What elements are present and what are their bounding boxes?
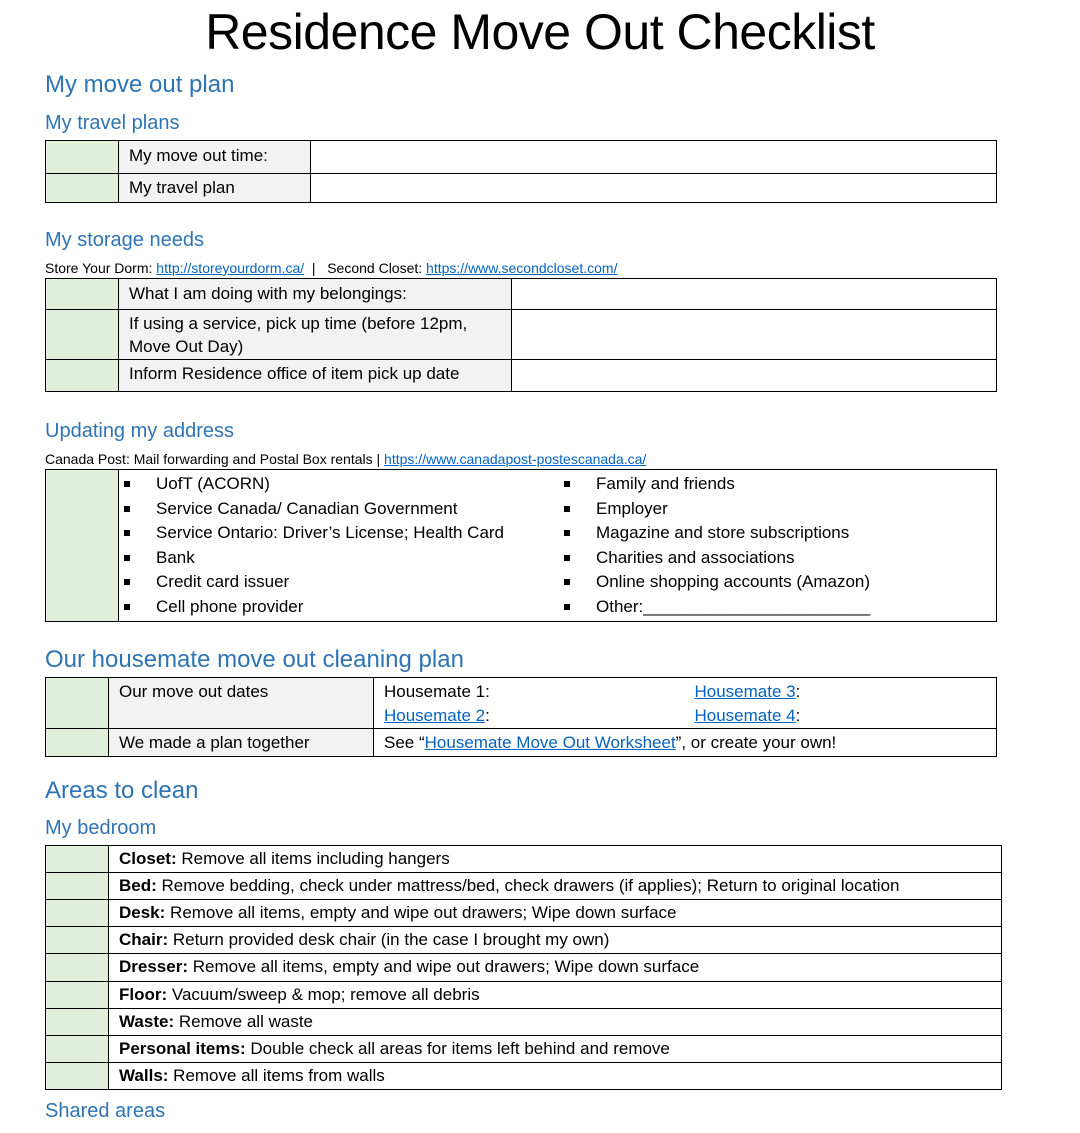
- list-item: Bank: [119, 546, 996, 571]
- answer-cell[interactable]: [512, 360, 997, 392]
- task-text: Return provided desk chair (in the case I brought my own): [168, 930, 610, 949]
- list-item: Credit card issuer: [119, 570, 996, 595]
- task-cell: [109, 927, 1002, 954]
- list-item: Online shopping accounts (Amazon): [559, 570, 870, 595]
- task-text: Vacuum/sweep & mop; remove all debris: [167, 985, 480, 1004]
- task-name: Dresser:: [119, 957, 188, 976]
- task-text: Double check all areas for items left behind and remove: [245, 1039, 670, 1058]
- colon: :: [795, 706, 801, 725]
- checkbox-cell[interactable]: [46, 900, 109, 927]
- checkbox-cell[interactable]: [46, 141, 119, 174]
- row-label: If using a service, pick up time (before 12pm, Move Out Day): [119, 310, 512, 360]
- task-text: Remove all items including hangers: [176, 849, 450, 868]
- checkbox-cell[interactable]: [46, 470, 119, 622]
- list-item: Service Ontario: Driver’s License; Health Card: [119, 521, 996, 546]
- table-row: [46, 954, 1002, 982]
- checkbox-cell[interactable]: [46, 1036, 109, 1063]
- address-table: [45, 469, 997, 622]
- table-row: [46, 846, 1002, 873]
- storage-table: [45, 278, 997, 392]
- page-title: Residence Move Out Checklist: [205, 4, 875, 60]
- shared-areas-heading: Shared areas: [45, 1100, 166, 1122]
- worksheet-note: [374, 729, 997, 757]
- task-cell: [109, 873, 1002, 900]
- housemates-left: [374, 678, 685, 729]
- row-label: My move out time:: [119, 141, 311, 174]
- table-row: [46, 279, 997, 310]
- housemate-4: [695, 704, 997, 728]
- list-item: Employer: [559, 497, 870, 522]
- task-cell: [109, 846, 1002, 873]
- second-closet-link[interactable]: https://www.secondcloset.com/: [426, 260, 618, 276]
- table-row: [46, 729, 997, 757]
- table-row: [46, 873, 1002, 900]
- checkbox-cell[interactable]: [46, 982, 109, 1009]
- task-text: Remove all items, empty and wipe out drawers; Wipe down surface: [165, 903, 677, 922]
- task-name: Desk:: [119, 903, 166, 922]
- checkbox-cell[interactable]: [46, 678, 109, 729]
- updating-address-heading: Updating my address: [45, 420, 234, 442]
- list-item: UofT (ACORN): [119, 472, 996, 497]
- row-label: Inform Residence office of item pick up date: [119, 360, 512, 392]
- table-row: [46, 982, 1002, 1009]
- cleaning-plan-heading: Our housemate move out cleaning plan: [45, 646, 464, 673]
- checkbox-cell[interactable]: [46, 846, 109, 873]
- table-row: [46, 360, 997, 392]
- travel-plans-table: [45, 140, 997, 203]
- row-label: We made a plan together: [109, 729, 374, 757]
- task-name: Closet:: [119, 849, 177, 868]
- answer-cell[interactable]: [311, 141, 997, 174]
- task-name: Floor:: [119, 985, 168, 1004]
- row-label: My travel plan: [119, 174, 311, 203]
- table-row: [46, 470, 997, 622]
- checkbox-cell[interactable]: [46, 729, 109, 757]
- housemate-4-link[interactable]: Housemate 4: [694, 706, 796, 725]
- table-row: [46, 927, 1002, 954]
- note-text: Store Your Dorm:: [45, 260, 157, 276]
- housemate-2: [384, 704, 685, 728]
- travel-plans-heading: My travel plans: [45, 112, 180, 134]
- colon: :: [795, 682, 801, 701]
- table-row: [46, 900, 1002, 927]
- canada-post-note: [45, 451, 646, 467]
- address-list-cell: [119, 470, 997, 622]
- task-cell: [109, 954, 1002, 982]
- task-cell: [109, 1009, 1002, 1036]
- note-text: Canada Post: Mail forwarding and Postal Box rentals |: [45, 451, 385, 467]
- task-name: Chair:: [119, 930, 169, 949]
- housemate-1-label: Housemate 1:: [384, 682, 490, 701]
- move-out-plan-heading: My move out plan: [45, 71, 235, 98]
- checkbox-cell[interactable]: [46, 954, 109, 982]
- checkbox-cell[interactable]: [46, 1009, 109, 1036]
- list-item: Family and friends: [559, 472, 870, 497]
- storage-needs-heading: My storage needs: [45, 229, 204, 251]
- my-bedroom-heading: My bedroom: [45, 817, 157, 839]
- housemates-right: [685, 678, 997, 729]
- table-row: [46, 1009, 1002, 1036]
- list-item: Charities and associations: [559, 546, 870, 571]
- areas-to-clean-heading: Areas to clean: [45, 777, 199, 804]
- task-text: Remove bedding, check under mattress/bed, check drawers (if applies); Return to original location: [156, 876, 900, 895]
- task-text: Remove all items from walls: [168, 1066, 385, 1085]
- note-text: ”, or create your own!: [675, 733, 837, 752]
- task-cell: [109, 900, 1002, 927]
- note-text: See “: [384, 733, 425, 752]
- note-text: | Second Closet:: [304, 260, 427, 276]
- housemate-2-link[interactable]: Housemate 2: [384, 706, 486, 725]
- address-list-right: [559, 472, 870, 620]
- row-label: What I am doing with my belongings:: [119, 279, 512, 310]
- answer-cell[interactable]: [512, 279, 997, 310]
- list-item: Other:________________________: [559, 595, 870, 620]
- storage-services-note: [45, 260, 617, 276]
- checkbox-cell[interactable]: [46, 360, 119, 392]
- task-cell: [109, 982, 1002, 1009]
- store-your-dorm-link[interactable]: http://storeyourdorm.ca/: [156, 260, 305, 276]
- canada-post-link[interactable]: https://www.canadapost-postescanada.ca/: [384, 451, 647, 467]
- answer-cell[interactable]: [512, 310, 997, 360]
- cleaning-plan-table: [45, 677, 997, 757]
- task-name: Waste:: [119, 1012, 175, 1031]
- checkbox-cell[interactable]: [46, 174, 119, 203]
- table-row: [46, 678, 997, 729]
- task-name: Bed:: [119, 876, 157, 895]
- task-text: Remove all waste: [174, 1012, 313, 1031]
- housemate-3-link[interactable]: Housemate 3: [694, 682, 796, 701]
- task-name: Walls:: [119, 1066, 169, 1085]
- checkbox-cell[interactable]: [46, 279, 119, 310]
- table-row: [46, 310, 997, 360]
- table-row: [46, 1063, 1002, 1090]
- table-row: [46, 141, 997, 174]
- answer-cell[interactable]: [311, 174, 997, 203]
- task-name: Personal items:: [119, 1039, 246, 1058]
- list-item: Cell phone provider: [119, 595, 996, 620]
- worksheet-link[interactable]: Housemate Move Out Worksheet: [424, 733, 676, 752]
- task-cell: [109, 1063, 1002, 1090]
- colon: :: [485, 706, 490, 725]
- checkbox-cell[interactable]: [46, 310, 119, 360]
- task-text: Remove all items, empty and wipe out drawers; Wipe down surface: [188, 957, 700, 976]
- table-row: [46, 1036, 1002, 1063]
- list-item: Magazine and store subscriptions: [559, 521, 870, 546]
- table-row: [46, 174, 997, 203]
- list-item: Service Canada/ Canadian Government: [119, 497, 996, 522]
- checkbox-cell[interactable]: [46, 1063, 109, 1090]
- checkbox-cell[interactable]: [46, 873, 109, 900]
- housemate-3: [695, 680, 997, 704]
- task-cell: [109, 1036, 1002, 1063]
- row-label: Our move out dates: [109, 678, 374, 729]
- checkbox-cell[interactable]: [46, 927, 109, 954]
- bedroom-table: [45, 845, 1002, 1090]
